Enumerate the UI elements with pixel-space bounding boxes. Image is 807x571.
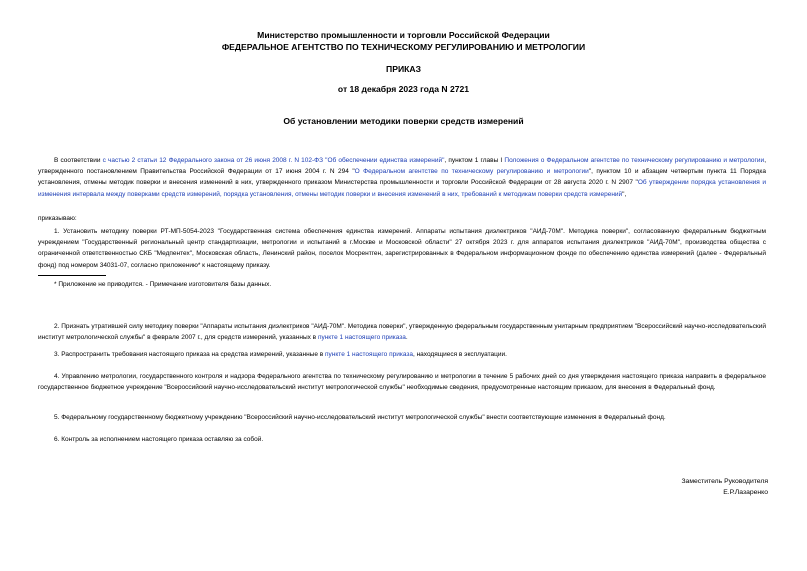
- item-3-text-end: , находящиеся в эксплуатации.: [412, 351, 507, 358]
- preamble-text: , пунктом 1 главы I: [444, 157, 505, 164]
- agency-heading: ФЕДЕРАЛЬНОЕ АГЕНТСТВО ПО ТЕХНИЧЕСКОМУ РЕГУЛИРОВАНИЮ И МЕТРОЛОГИИ: [221, 42, 586, 52]
- document-date-number: от 18 декабря 2023 года N 2721: [337, 84, 470, 94]
- law-link[interactable]: с частью 2 статьи 12 Федерального закона от 26 июня 2008 г. N 102-ФЗ "Об обеспечении единства измерений": [102, 157, 445, 164]
- preamble-text: ", пунктом 10 и абзацем четвертым пункта 11 Порядка установления, отмены методик поверки и внесения изменений в них, утвержденного приказом Министерства промышленности и торговли Российской Федерации от 28 августа 2020 г. N 2907 ": [38, 168, 766, 187]
- preamble-text: В соответствии: [54, 157, 103, 164]
- regulation-link[interactable]: Положения о Федеральном агентстве по техническому регулированию и метрологии: [504, 157, 765, 164]
- document-title: Об установлении методики поверки средств измерений: [283, 116, 524, 126]
- item-2-text-end: .: [405, 334, 408, 342]
- item-4: 4. Управлению метрологии, государственного контроля и надзора Федерального агентства по техническому регулированию и метрологии в течение 5 рабочих дней со дня утверждения настоящего приказа направить в федеральное государственное бюджетное учреждение "Всероссийский научно-исследовательский институт метрологической службы" необходимые сведения, предусмотренные настоящим приказом, для внесения в Федеральный фонд.: [38, 373, 766, 392]
- signatory-name: Е.Р.Лазаренко: [723, 489, 768, 496]
- preamble-text: ",: [622, 190, 627, 198]
- procedure-order-link[interactable]: Об утверждении порядка установления и изменения интервала между поверками средств измерений, порядка установления, отмены методик поверки и внесения изменений в них, требований к методикам поверки средств измерений: [38, 179, 766, 198]
- item-3: [38, 349, 766, 360]
- item-3-text: 3. Распространить требования настоящего приказа на средства измерений, указанные в: [54, 351, 326, 358]
- signatory-position: Заместитель Руководителя: [681, 478, 768, 485]
- item-1-reference-link[interactable]: пункте 1 настоящего приказа: [325, 351, 413, 358]
- item-5: 5. Федеральному государственному бюджетному учреждению "Всероссийский научно-исследовательский институт метрологической службы" внести соответствующие изменения в Федеральный фонд.: [54, 414, 666, 421]
- footnote: * Приложение не приводится. - Примечание изготовителя базы данных.: [54, 281, 272, 288]
- document-type: ПРИКАЗ: [386, 64, 421, 74]
- item-6: 6. Контроль за исполнением настоящего приказа оставляю за собой.: [54, 436, 264, 443]
- order-word: приказываю:: [38, 215, 77, 222]
- item-1-reference-link[interactable]: пункте 1 настоящего приказа: [317, 334, 406, 342]
- preamble-paragraph: [38, 155, 766, 200]
- item-2: [38, 321, 766, 343]
- item-1: 1. Установить методику поверки РТ-МП-5054-2023 "Государственная система обеспечения единства измерений. Аппараты испытания диэлектриков "АИД-70М". Методика поверки", согласованную федеральным бюджетным учреждением "Государственный региональный центр стандартизации, метрологии и испытаний в г.Москве и Московской области" 27 октября 2023 г. для аппаратов испытания диэлектриков "АИД-70М", производства общества с ограниченной ответственностью СКБ "Медпентех", Московская область, Ленинский район, поселок Мосрентген, зарегистрированных в Федеральном информационном фонде по обеспечению единства измерений (далее - Федеральный фонд) под номером 34031-07, согласно приложению* к настоящему приказу.: [38, 228, 766, 269]
- footnote-divider: [38, 275, 106, 276]
- agency-resolution-link[interactable]: О Федеральном агентстве по техническому регулированию и метрологии: [354, 168, 589, 176]
- item-2-text: 2. Признать утратившей силу методику поверки "Аппараты испытания диэлектриков "АИД-70М". Методика поверки", утвержденную федеральным государственным унитарным предприятием "Всероссийский научно-исследовательский институт метрологической службы" в феврале 2007 г., для средств измерений, указанных в: [38, 323, 766, 342]
- ministry-heading: Министерство промышленности и торговли Российской Федерации: [257, 30, 550, 40]
- preamble-text: , утвержденного постановлением Правительства Российской Федерации от 17 июня 2004 г. N 294 ": [38, 157, 766, 176]
